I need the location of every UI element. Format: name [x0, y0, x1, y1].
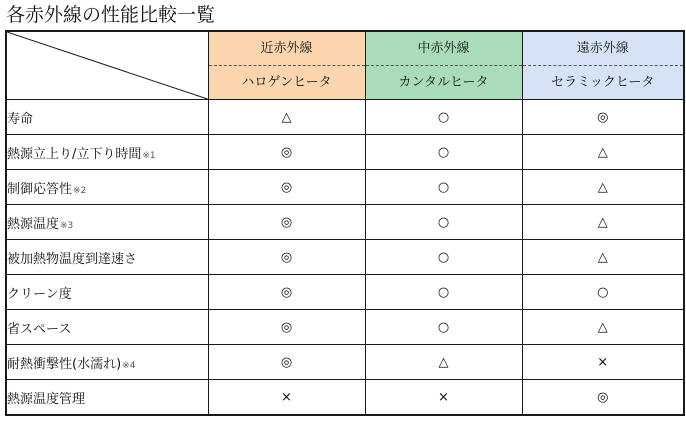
header-near-infrared — [208, 31, 365, 100]
table-row — [6, 100, 684, 135]
row-note: ※1 — [142, 150, 156, 161]
header-type-label: 中赤外線 — [366, 32, 522, 66]
row-label — [6, 100, 208, 135]
rating-cell: ○ — [365, 275, 522, 310]
table-row — [6, 310, 684, 345]
table-row — [6, 135, 684, 170]
rating-cell: ◎ — [208, 240, 365, 275]
rating-cell: × — [522, 345, 684, 380]
rating-cell: ○ — [365, 205, 522, 240]
corner-diagonal-cell — [6, 31, 208, 100]
header-type-label: 近赤外線 — [209, 32, 365, 66]
row-label — [6, 170, 208, 205]
rating-cell: ○ — [365, 170, 522, 205]
row-note: ※4 — [122, 360, 136, 371]
row-label — [6, 135, 208, 170]
table-row — [6, 345, 684, 380]
row-label-text: 寿命 — [7, 111, 34, 127]
row-label-text: 熱源温度管理 — [7, 391, 86, 407]
rating-cell: ◎ — [208, 170, 365, 205]
rating-cell: ○ — [365, 100, 522, 135]
rating-cell: △ — [365, 345, 522, 380]
rating-cell: △ — [522, 310, 684, 345]
rating-cell: × — [365, 380, 522, 416]
rating-cell: ◎ — [522, 380, 684, 416]
row-label-text: クリーン度 — [7, 286, 72, 302]
rating-cell: ◎ — [208, 135, 365, 170]
rating-cell: ○ — [365, 135, 522, 170]
header-heater-label: ハロゲンヒータ — [241, 75, 332, 90]
rating-cell: △ — [522, 205, 684, 240]
rating-cell: ◎ — [208, 205, 365, 240]
rating-cell: ○ — [365, 240, 522, 275]
row-note: ※2 — [73, 185, 87, 196]
rating-cell: × — [208, 380, 365, 416]
table-row — [6, 170, 684, 205]
row-label-text: 熱源立上り/立下り時間 — [7, 146, 142, 162]
row-label-text: 制御応答性 — [7, 181, 73, 197]
header-mid-infrared — [365, 31, 522, 100]
rating-cell: ○ — [522, 275, 684, 310]
rating-cell: △ — [522, 240, 684, 275]
rating-cell: ◎ — [208, 310, 365, 345]
rating-cell: ○ — [365, 310, 522, 345]
row-label — [6, 240, 208, 275]
header-heater-label: セラミックヒータ — [551, 75, 655, 90]
table-row — [6, 275, 684, 310]
row-label-text: 省スペース — [7, 321, 72, 337]
table-row — [6, 380, 684, 416]
row-label-text: 被加熱物温度到達速さ — [7, 251, 138, 267]
header-heater-label: カンタルヒータ — [398, 75, 489, 90]
row-label — [6, 275, 208, 310]
rating-cell: ◎ — [208, 275, 365, 310]
row-label-text: 耐熱衝撃性(水濡れ) — [7, 356, 122, 372]
header-type-label: 遠赤外線 — [523, 32, 684, 66]
row-note: ※3 — [60, 220, 74, 231]
row-label — [6, 380, 208, 416]
rating-cell: △ — [208, 100, 365, 135]
row-label-text: 熱源温度 — [7, 216, 60, 232]
header-far-infrared — [522, 31, 684, 100]
rating-cell: △ — [522, 135, 684, 170]
row-label — [6, 205, 208, 240]
page-title: 各赤外線の性能比較一覧 — [6, 4, 216, 26]
table-row — [6, 240, 684, 275]
table-row — [6, 205, 684, 240]
comparison-table — [5, 30, 685, 416]
rating-cell: ◎ — [522, 100, 684, 135]
row-label — [6, 345, 208, 380]
row-label — [6, 310, 208, 345]
rating-cell: △ — [522, 170, 684, 205]
header-row — [6, 31, 684, 100]
diagonal-line — [7, 32, 208, 99]
rating-cell: ◎ — [208, 345, 365, 380]
